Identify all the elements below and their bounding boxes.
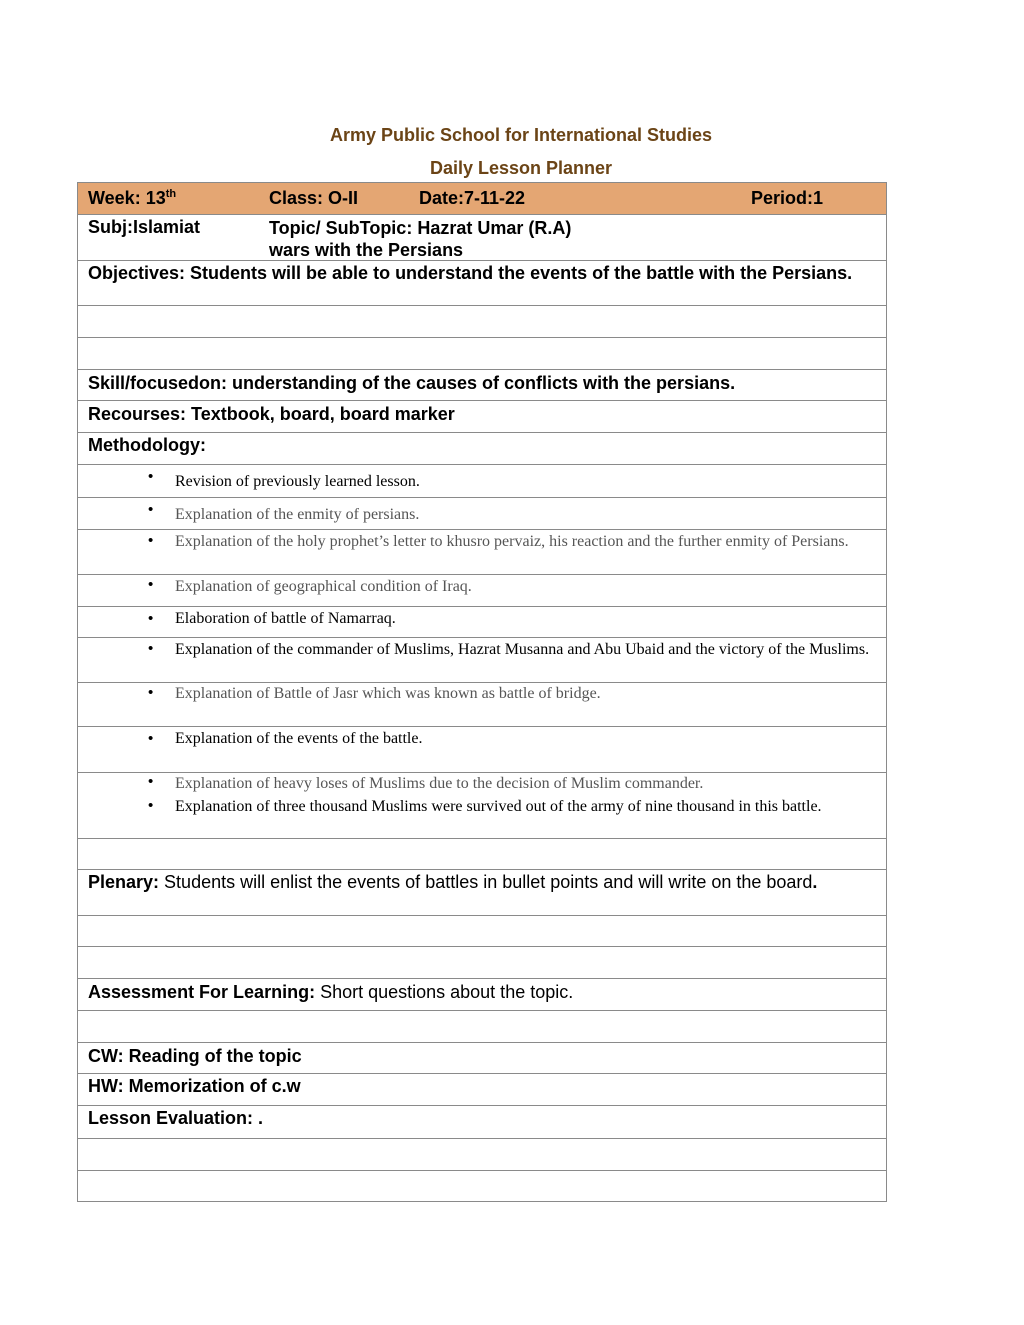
empty-row: [78, 946, 886, 978]
lesson-plan-table: [77, 182, 887, 1202]
list-item: [78, 464, 886, 497]
plenary-text: [88, 871, 846, 893]
skill-row: [78, 369, 886, 400]
header-row: [78, 183, 886, 214]
assessment-body: Short questions about the topic.: [315, 982, 574, 1002]
list-item: [78, 606, 886, 637]
methodology-item: Explanation of Battle of Jasr which was known as battle of bridge.: [175, 685, 601, 702]
week-cell: [88, 188, 176, 209]
subject-row: [78, 214, 886, 260]
plenary-row: [78, 869, 886, 915]
assessment-text: [88, 982, 573, 1003]
empty-row: [78, 915, 886, 946]
bullet-icon: •: [148, 640, 154, 657]
list-item: [78, 574, 886, 606]
resources-row: [78, 400, 886, 432]
assessment-label: Assessment For Learning:: [88, 982, 316, 1002]
bullet-icon: •: [148, 773, 154, 790]
list-item: [78, 682, 886, 726]
topic-line-2: wars with the Persians: [269, 240, 464, 260]
methodology-label: Methodology:: [88, 435, 206, 455]
document-title: Daily Lesson Planner: [429, 158, 613, 178]
methodology-item: Explanation of three thousand Muslims were survived out of the army of nine thousand in this battle.: [175, 798, 822, 815]
methodology-item: Explanation of geographical condition of Iraq.: [175, 578, 472, 595]
assessment-row: [78, 978, 886, 1010]
methodology-item: Elaboration of battle of Namarraq.: [175, 610, 396, 627]
list-item: [78, 529, 886, 574]
evaluation-row: [78, 1105, 886, 1138]
methodology-item: Revision of previously learned lesson.: [175, 473, 420, 490]
date-cell: Date:7-11-22: [419, 188, 526, 208]
week-superscript: th: [165, 188, 177, 200]
school-name: Army Public School for International Studies: [329, 125, 713, 145]
bullet-icon: •: [148, 730, 154, 747]
methodology-row: [78, 432, 886, 464]
methodology-item: Explanation of heavy loses of Muslims due to the decision of Muslim commander.: [175, 775, 704, 792]
week-value: Week: 13: [88, 188, 166, 208]
evaluation-text: Lesson Evaluation: .: [88, 1108, 264, 1128]
plenary-body: Students will enlist the events of battles in bullet points and will write on the board: [159, 872, 813, 892]
empty-row: [78, 1138, 886, 1170]
methodology-item: Explanation of the commander of Muslims, Hazrat Musanna and Abu Ubaid and the victory of the Muslims.: [175, 641, 870, 658]
empty-row: [78, 1170, 886, 1201]
empty-row: [78, 337, 886, 369]
objectives-row: [78, 260, 886, 305]
methodology-item: Explanation of the events of the battle.: [175, 730, 423, 747]
plenary-end: .: [812, 872, 818, 892]
bullet-icon: •: [148, 532, 154, 549]
hw-row: [78, 1073, 886, 1105]
topic-line-1: Topic/ SubTopic: Hazrat Umar (R.A): [269, 218, 572, 238]
empty-row: [78, 305, 886, 337]
plenary-label: Plenary:: [88, 872, 160, 892]
bullet-icon: •: [148, 684, 154, 701]
empty-row: [78, 1010, 886, 1042]
hw-text: HW: Memorization of c.w: [88, 1076, 301, 1096]
list-item: [78, 772, 886, 838]
topic-cell: [269, 217, 571, 261]
bullet-icon: •: [148, 501, 154, 518]
cw-row: [78, 1042, 886, 1073]
methodology-item: Explanation of the holy prophet’s letter to khusro pervaiz, his reaction and the further enmity of Persians.: [175, 533, 849, 550]
class-cell: Class: O-II: [269, 188, 359, 208]
bullet-icon: •: [148, 468, 154, 485]
cw-text: CW: Reading of the topic: [88, 1046, 302, 1066]
subject-cell: Subj:Islamiat: [88, 217, 201, 237]
methodology-item: Explanation of the enmity of persians.: [175, 506, 420, 523]
list-item: [78, 637, 886, 682]
resources-text: Recourses: Textbook, board, board marker: [88, 404, 455, 424]
bullet-icon: •: [148, 797, 154, 814]
list-item: [78, 726, 886, 772]
empty-row: [78, 838, 886, 869]
skill-text: Skill/focusedon: understanding of the causes of conflicts with the persians.: [88, 373, 736, 393]
bullet-icon: •: [148, 610, 154, 627]
objectives-text: Objectives: Students will be able to understand the events of the battle with the Persians.: [88, 263, 853, 283]
list-item: [78, 497, 886, 529]
period-cell: Period:1: [751, 188, 824, 208]
bullet-icon: •: [148, 576, 154, 593]
